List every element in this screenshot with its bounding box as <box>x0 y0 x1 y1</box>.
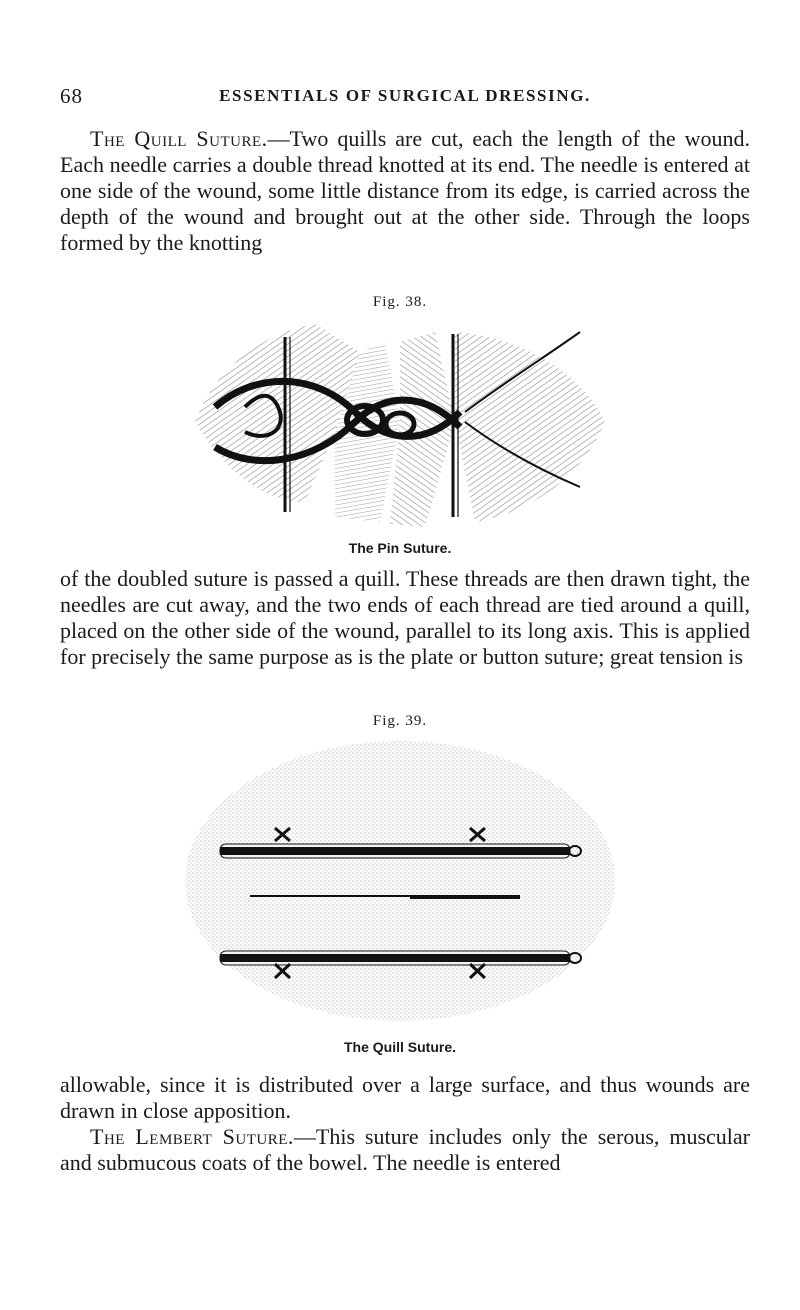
figure-39-quill-suture-illustration <box>180 736 620 1030</box>
section-heading-quill-suture: The Quill Suture. <box>90 126 268 151</box>
running-head: ESSENTIALS OF SURGICAL DRESSING. <box>219 86 591 105</box>
figure-39-label: Fig. 39. <box>372 713 428 729</box>
paragraph-text: —This suture includes only the serous, muscular and submucous coats of the bowel. The needle is entered <box>60 1124 750 1175</box>
paragraph-conclusion <box>60 1072 750 1124</box>
page-header <box>60 84 750 114</box>
figure-39-caption: The Quill Suture. <box>343 1039 456 1055</box>
paragraph-text: —Two quills are cut, each the length of the wound. Each needle carries a double thread knotted at its end. The needle is entered at one side of the wound, some little distance from its edge, is carried across the depth of the wound and brought out at the other side. Through the loops formed by the knotting <box>60 126 750 255</box>
page-number: 68 <box>60 84 83 108</box>
paragraph-text: of the doubled suture is passed a quill. These threads are then drawn tight, the needles are cut away, and the two ends of each thread are tied around a quill, placed on the other side of the wound, parallel to its long axis. This is applied for precisely the same purpose as is the plate or button suture; great tension is <box>60 566 750 669</box>
paragraph-quill-suture <box>60 126 750 256</box>
paragraph-continuation <box>60 566 750 670</box>
figure-38-caption: The Pin Suture. <box>348 540 452 556</box>
paragraph-lembert-suture <box>60 1124 750 1176</box>
paragraph-text: allowable, since it is distributed over a large surface, and thus wounds are drawn in close apposition. <box>60 1072 750 1123</box>
figure-38-pin-suture-illustration <box>185 312 615 534</box>
figure-38-label: Fig. 38. <box>372 294 428 310</box>
section-heading-lembert-suture: The Lembert Suture. <box>90 1124 294 1149</box>
